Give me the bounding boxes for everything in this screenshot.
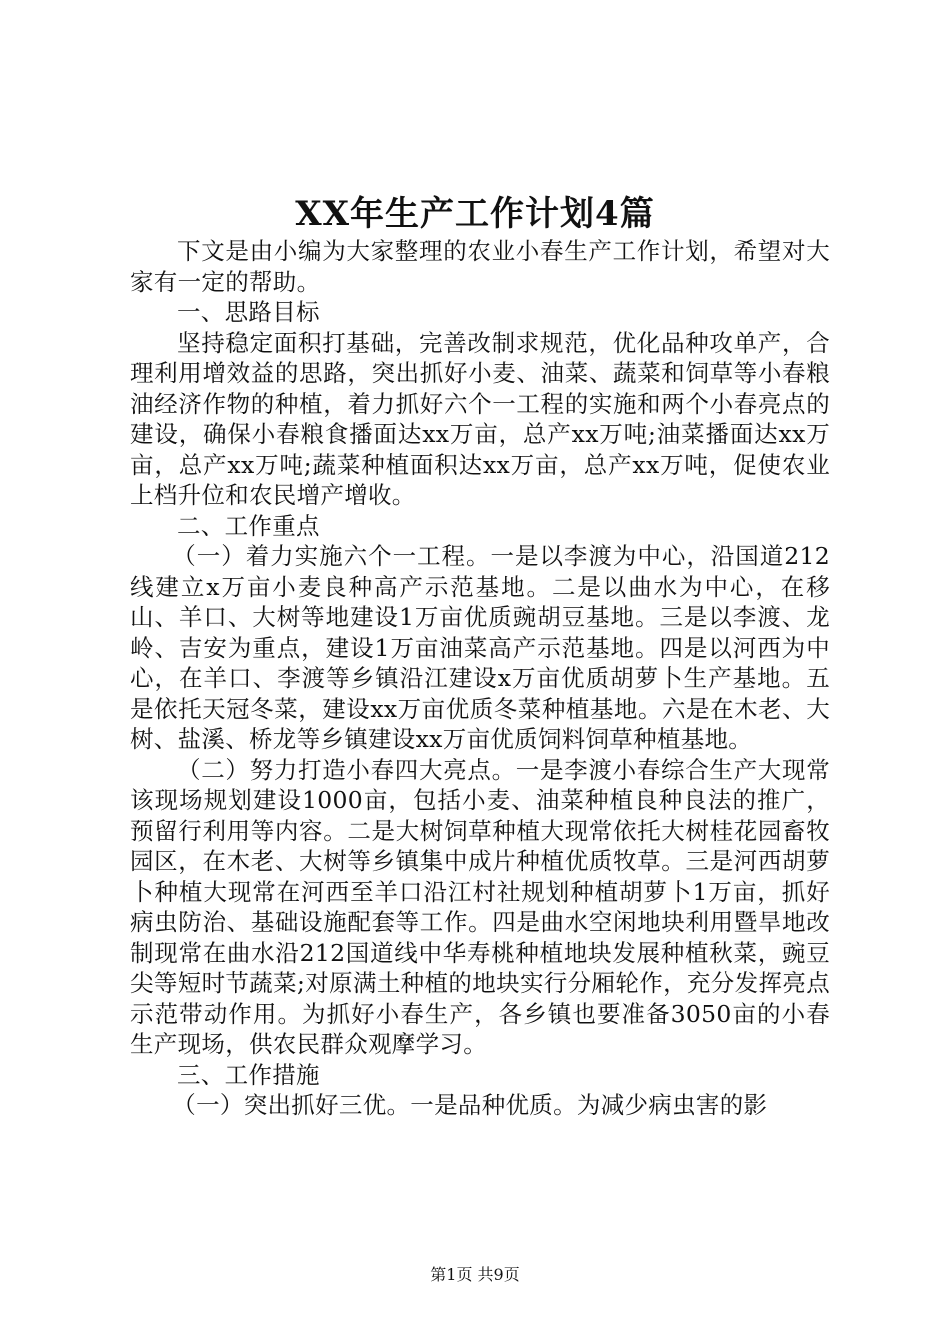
page-footer: 第1页 共9页 (430, 1265, 520, 1284)
section-3-paragraph-1: （一）突出抓好三优。一是品种优质。为减少病虫害的影 (172, 1091, 768, 1119)
section-2-paragraph-1: （一）着力实施六个一工程。一是以李渡为中心，沿国道212线建立x万亩小麦良种高产示范基地。二是以曲水为中心，在移山、羊口、大树等地建设1万亩优质豌胡豆基地。三是以李渡、龙岭、吉安为重点，建设1万亩油菜高产示范基地。四是以河西为中心，在羊口、李渡等乡镇沿江建设x万亩优质胡萝卜生产基地。五是依托天冠冬菜，建设xx万亩优质冬菜种植基地。六是在木老、大树、盐溪、桥龙等乡镇建设xx万亩优质饲料饲草种植基地。 (130, 542, 830, 753)
intro-paragraph: 下文是由小编为大家整理的农业小春生产工作计划，希望对大家有一定的帮助。 (130, 237, 830, 296)
section-heading-1: 一、思路目标 (177, 298, 320, 326)
document-body (130, 236, 830, 1121)
section-1-paragraph: 坚持稳定面积打基础，完善改制求规范，优化品种攻单产，合理利用增效益的思路，突出抓好小麦、油菜、蔬菜和饲草等小春粮油经济作物的种植，着力抓好六个一工程的实施和两个小春亮点的建设，确保小春粮食播面达xx万亩，总产xx万吨;油菜播面达xx万亩，总产xx万吨;蔬菜种植面积达xx万亩，总产xx万吨，促使农业上档升位和农民增产增收。 (130, 328, 830, 509)
section-2-paragraph-2: （二）努力打造小春四大亮点。一是李渡小春综合生产大现常该现场规划建设1000亩，包括小麦、油菜种植良种良法的推广，预留行利用等内容。二是大树饲草种植大现常依托大树桂花园畜牧园区，在木老、大树等乡镇集中成片种植优质牧草。三是河西胡萝卜种植大现常在河西至羊口沿江村社规划种植胡萝卜1万亩，抓好病虫防治、基础设施配套等工作。四是曲水空闲地块利用暨旱地改制现常在曲水沿212国道线中华寿桃种植地块发展种植秋菜，豌豆尖等短时节蔬菜;对原满土种植的地块实行分厢轮作，充分发挥亮点示范带动作用。为抓好小春生产，各乡镇也要准备3050亩的小春生产现场，供农民群众观摩学习。 (130, 755, 830, 1058)
document-title: XX年生产工作计划4篇 (295, 194, 655, 234)
section-heading-3: 三、工作措施 (177, 1060, 320, 1089)
section-heading-2: 二、工作重点 (177, 511, 320, 540)
